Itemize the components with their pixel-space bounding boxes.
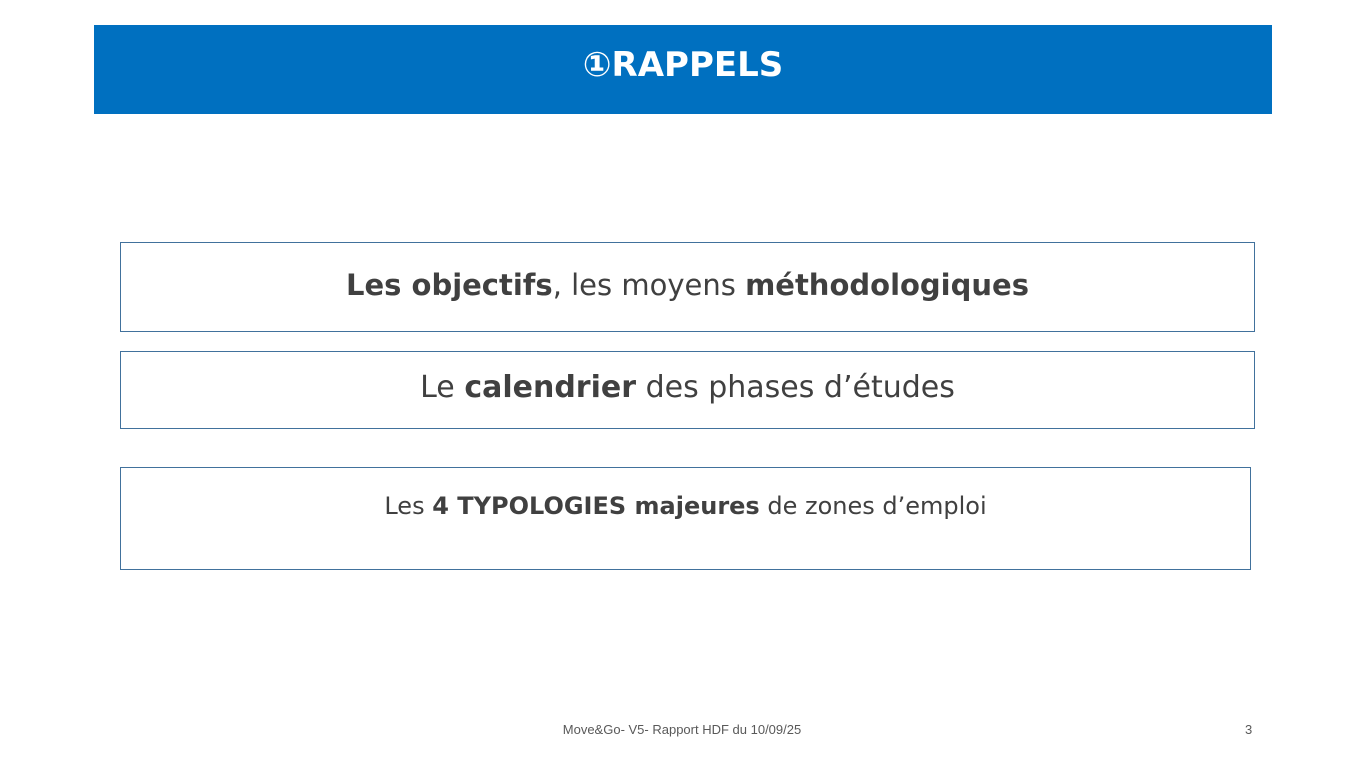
topic-bold-text: méthodologiques bbox=[745, 268, 1029, 302]
topic-bold-text: Les objectifs bbox=[346, 268, 553, 302]
topic-line bbox=[420, 370, 955, 405]
topic-box-calendar bbox=[120, 351, 1255, 429]
topic-bold-text: 4 TYPOLOGIES majeures bbox=[432, 492, 760, 520]
topic-text: , les moyens bbox=[552, 268, 746, 302]
page-number: 3 bbox=[1245, 722, 1253, 737]
footer-label bbox=[0, 722, 1365, 737]
topic-line bbox=[346, 268, 1029, 302]
topic-text: Les bbox=[384, 492, 433, 520]
topic-line bbox=[384, 492, 986, 520]
title-bar bbox=[94, 25, 1272, 114]
footer-label-text: Move&Go- V5- Rapport HDF du 10/09/25 bbox=[562, 722, 802, 737]
topic-box-objectives bbox=[120, 242, 1255, 332]
topic-text: Le bbox=[420, 369, 465, 405]
slide-title: ①RAPPELS bbox=[582, 44, 784, 85]
topic-text: des phases d’études bbox=[636, 369, 955, 405]
topic-bold-text: calendrier bbox=[464, 369, 637, 405]
topic-box-typologies bbox=[120, 467, 1251, 570]
topic-text: de zones d’emploi bbox=[759, 492, 987, 520]
